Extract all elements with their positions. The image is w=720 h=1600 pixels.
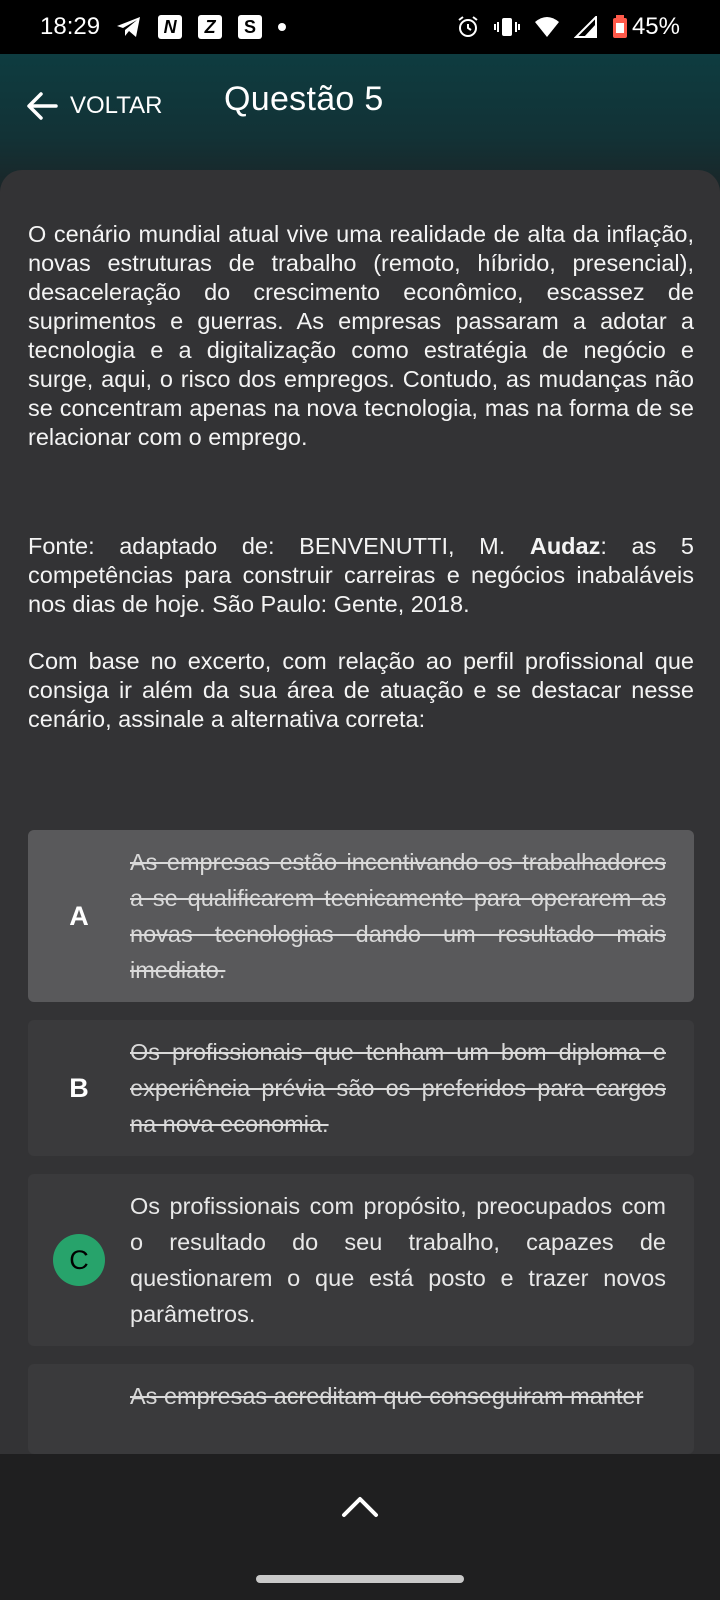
source-suffix: : as 5 competências para construir carreiras e negócios inabaláveis nos dias de hoje. São Paulo: Gente, 2018. [28,533,695,617]
status-time: 18:29 [40,13,101,40]
bottom-bar [0,1454,720,1558]
question-text: O cenário mundial atual vive uma realidade de alta da inflação, novas estruturas de trabalho (remoto, híbrido, presencial), desaceleração do crescimento econômico, escassez de suprimentos e guerras. As empresas passaram a adotar a tecnologia e a digitalização como estratégia de negócio e surge, aqui, o risco dos empregos. Contudo, as mudanças não se concentram apenas na nova tecnologia, mas na forma de se relacionar com o emprego. [28,221,694,450]
alt-letter-wrap [28,1234,130,1286]
alt-letter-wrap [28,901,130,932]
alternative-a[interactable] [28,830,694,1002]
alt-letter-wrap [28,1073,130,1104]
battery-icon [612,15,628,39]
source-prefix: Fonte: adaptado de: BENVENUTTI, M. [28,533,530,559]
status-bar [0,0,720,54]
alternatives-list [28,830,694,1460]
status-left [40,0,286,54]
source-bold-title: Audaz [529,533,601,559]
wifi-icon [534,16,560,38]
system-nav-bar [0,1558,720,1600]
question-card [0,170,720,1460]
alternative-c[interactable] [28,1174,694,1346]
question-prompt: Com base no excerto, com relação ao perfil profissional que consiga ir além da sua área de atuação e se destacar nesse cenário, assinale a alternativa correta: [28,648,694,732]
alternative-b[interactable] [28,1020,694,1156]
signal-icon [574,16,598,38]
alt-text: Os profissionais com propósito, preocupados com o resultado do seu trabalho, capazes de questionarem o que está posto e trazer novos parâmetros. [130,1193,666,1327]
question-content [28,220,694,734]
n-icon: N [158,15,182,39]
alt-letter: B [69,1072,89,1103]
alarm-icon [456,15,480,39]
telegram-icon [116,16,142,38]
chevron-up-icon[interactable] [340,1493,380,1519]
alt-text: As empresas estão incentivando os trabalhadores a se qualificarem tecnicamente para operarem as novas tecnologias dando um resultado mais imediato. [130,849,666,983]
status-right [456,0,680,54]
alt-text: As empresas acreditam que conseguiram manter [130,1383,644,1409]
back-button[interactable] [26,84,162,128]
page-title: Questão 5 [224,80,384,118]
battery-percent: 45% [631,13,680,40]
s-icon: S [238,15,262,39]
source-citation [28,532,694,619]
notification-dot-icon [278,23,286,31]
vibrate-icon [494,16,520,38]
home-gesture-pill[interactable] [256,1575,464,1583]
arrow-left-icon [26,91,58,121]
correct-answer-badge: C [53,1234,105,1286]
alt-text: Os profissionais que tenham um bom diploma e experiência prévia são os preferidos para cargos na nova economia. [130,1039,666,1137]
alternative-d[interactable] [28,1364,694,1454]
alt-letter: A [69,900,89,931]
z-icon: Z [198,15,222,39]
back-label: VOLTAR [70,92,163,119]
